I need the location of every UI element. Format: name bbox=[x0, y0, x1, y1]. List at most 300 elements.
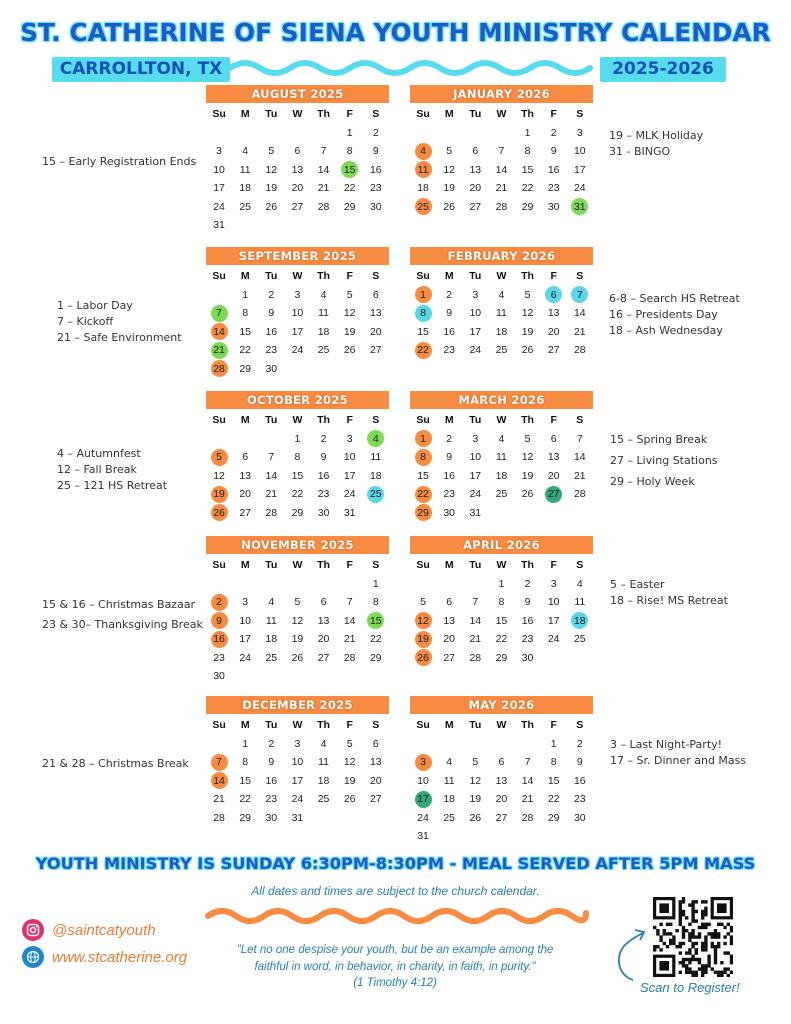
weekday-label: Th bbox=[521, 108, 534, 120]
day-cell bbox=[541, 809, 567, 828]
empty-cell bbox=[206, 124, 232, 143]
day-number: 3 bbox=[242, 596, 249, 608]
day-cell bbox=[206, 809, 232, 828]
day-cell bbox=[488, 179, 514, 198]
day-cell bbox=[436, 593, 462, 612]
day-number: 21 bbox=[495, 182, 508, 194]
day-number: 14 bbox=[495, 163, 508, 176]
weekday-label: Tu bbox=[469, 108, 482, 120]
registration-qr-code[interactable] bbox=[653, 897, 733, 977]
day-number: 14 bbox=[317, 163, 330, 176]
day-number: 2 bbox=[446, 288, 453, 301]
day-number: 15 bbox=[417, 469, 429, 482]
day-cell bbox=[515, 198, 541, 217]
day-cell bbox=[567, 467, 593, 486]
day-cell bbox=[232, 286, 258, 305]
day-cell bbox=[541, 142, 567, 161]
scan-to-register-label: Scan to Register! bbox=[640, 980, 740, 995]
day-number: 14 bbox=[573, 451, 586, 463]
day-cell bbox=[410, 198, 436, 217]
weekday-label: F bbox=[550, 108, 557, 120]
empty-cell bbox=[436, 124, 462, 143]
day-cell bbox=[541, 430, 567, 449]
day-number: 28 bbox=[317, 200, 330, 213]
day-number: 23 bbox=[573, 793, 586, 805]
day-cell bbox=[410, 323, 436, 342]
day-number: 26 bbox=[443, 200, 456, 213]
day-cell bbox=[284, 341, 310, 360]
day-cell bbox=[410, 142, 436, 161]
day-number: 6 bbox=[550, 432, 557, 445]
day-number: 5 bbox=[216, 451, 222, 463]
day-cell bbox=[232, 649, 258, 668]
day-cell bbox=[410, 179, 436, 198]
day-cell bbox=[363, 753, 389, 772]
empty-cell bbox=[337, 575, 363, 594]
day-cell bbox=[410, 448, 436, 467]
day-cell bbox=[567, 304, 593, 323]
day-cell bbox=[258, 735, 284, 754]
day-number: 20 bbox=[547, 469, 560, 482]
day-cell bbox=[311, 612, 337, 631]
day-number: 21 bbox=[317, 182, 330, 194]
month-september-2025 bbox=[206, 247, 389, 378]
day-cell bbox=[515, 753, 541, 772]
day-cell bbox=[541, 772, 567, 791]
day-number: 28 bbox=[521, 811, 534, 824]
day-number: 25 bbox=[317, 344, 330, 356]
event-item: 7 – Kickoff bbox=[57, 315, 114, 328]
day-cell bbox=[567, 753, 593, 772]
weekday-label: W bbox=[292, 719, 303, 731]
day-number: 9 bbox=[524, 596, 531, 608]
day-cell bbox=[337, 323, 363, 342]
empty-cell bbox=[258, 430, 284, 449]
day-number: 24 bbox=[417, 811, 429, 824]
day-cell bbox=[337, 467, 363, 486]
day-number: 3 bbox=[472, 432, 479, 445]
event-item: 15 – Early Registration Ends bbox=[42, 155, 197, 168]
day-cell bbox=[541, 467, 567, 486]
day-number: 10 bbox=[547, 596, 560, 608]
event-item: 1 – Labor Day bbox=[57, 299, 133, 312]
day-number: 17 bbox=[547, 614, 560, 627]
day-number: 3 bbox=[550, 577, 557, 590]
empty-cell bbox=[410, 735, 436, 754]
month-grid bbox=[410, 105, 593, 216]
day-number: 25 bbox=[239, 200, 252, 213]
day-cell bbox=[567, 630, 593, 649]
empty-cell bbox=[515, 735, 541, 754]
day-number: 21 bbox=[213, 793, 225, 805]
weekday-label: M bbox=[444, 270, 454, 282]
day-cell bbox=[258, 593, 284, 612]
day-cell bbox=[206, 790, 232, 809]
day-cell bbox=[436, 467, 462, 486]
day-number: 16 bbox=[573, 774, 586, 787]
weekday-label: F bbox=[550, 270, 557, 282]
day-cell bbox=[567, 809, 593, 828]
day-number: 9 bbox=[216, 614, 222, 627]
day-number: 10 bbox=[417, 774, 429, 787]
weekday-label: Tu bbox=[265, 108, 278, 120]
day-number: 14 bbox=[265, 469, 278, 482]
day-number: 27 bbox=[443, 651, 456, 664]
day-cell bbox=[232, 341, 258, 360]
weekday-label: W bbox=[496, 719, 507, 731]
day-number: 24 bbox=[291, 793, 304, 805]
day-cell bbox=[462, 467, 488, 486]
day-number: 5 bbox=[472, 756, 479, 768]
day-number: 24 bbox=[547, 633, 560, 645]
month-header: FEBRUARY 2026 bbox=[410, 247, 593, 265]
weekday-label: M bbox=[240, 414, 250, 426]
day-number: 16 bbox=[443, 325, 456, 338]
day-number: 2 bbox=[216, 596, 222, 608]
day-cell bbox=[567, 286, 593, 305]
day-number: 15 bbox=[343, 163, 356, 176]
day-cell bbox=[462, 630, 488, 649]
day-number: 13 bbox=[369, 756, 382, 768]
day-number: 7 bbox=[216, 756, 222, 768]
day-cell bbox=[515, 323, 541, 342]
day-number: 17 bbox=[469, 325, 482, 338]
quote-reference: (1 Timothy 4:12) bbox=[353, 977, 437, 989]
empty-cell bbox=[311, 124, 337, 143]
day-number: 5 bbox=[346, 288, 353, 301]
events-april bbox=[610, 577, 728, 609]
day-number: 27 bbox=[547, 488, 560, 500]
day-number: 19 bbox=[213, 488, 225, 500]
day-cell bbox=[258, 142, 284, 161]
day-number: 26 bbox=[265, 200, 278, 213]
day-cell bbox=[541, 198, 567, 217]
day-number: 1 bbox=[420, 432, 426, 445]
day-number: 22 bbox=[291, 488, 304, 500]
day-number: 1 bbox=[242, 737, 249, 750]
day-number: 23 bbox=[547, 182, 560, 194]
day-number: 23 bbox=[265, 793, 278, 805]
day-number: 21 bbox=[343, 633, 356, 645]
day-cell bbox=[337, 124, 363, 143]
day-cell bbox=[436, 323, 462, 342]
day-cell bbox=[410, 772, 436, 791]
day-cell bbox=[515, 593, 541, 612]
day-number: 4 bbox=[268, 596, 275, 608]
day-number: 24 bbox=[573, 182, 586, 194]
day-number: 3 bbox=[420, 756, 426, 768]
day-number: 25 bbox=[495, 344, 508, 356]
day-number: 12 bbox=[521, 307, 534, 319]
day-cell bbox=[232, 198, 258, 217]
weekday-label: S bbox=[576, 414, 584, 426]
weekday-label: Th bbox=[521, 719, 534, 731]
day-cell bbox=[462, 612, 488, 631]
website-link[interactable] bbox=[22, 945, 187, 969]
website-url: www.stcatherine.org bbox=[52, 948, 188, 966]
day-number: 25 bbox=[443, 811, 456, 824]
day-number: 24 bbox=[469, 344, 482, 356]
day-number: 21 bbox=[213, 344, 225, 356]
empty-cell bbox=[258, 124, 284, 143]
day-cell bbox=[515, 179, 541, 198]
day-cell bbox=[462, 809, 488, 828]
event-item: 18 – Ash Wednesday bbox=[609, 324, 723, 337]
day-cell bbox=[462, 448, 488, 467]
day-number: 4 bbox=[498, 288, 505, 301]
day-number: 17 bbox=[573, 163, 586, 176]
weekday-label: F bbox=[550, 414, 557, 426]
day-cell bbox=[462, 649, 488, 668]
day-cell bbox=[363, 630, 389, 649]
month-header: DECEMBER 2025 bbox=[206, 696, 389, 714]
event-item: 16 – Presidents Day bbox=[609, 308, 718, 321]
day-cell bbox=[567, 448, 593, 467]
weekday-label: M bbox=[240, 559, 250, 571]
day-number: 13 bbox=[291, 163, 304, 176]
day-number: 25 bbox=[265, 651, 278, 664]
day-number: 16 bbox=[443, 469, 456, 482]
day-cell bbox=[541, 286, 567, 305]
decorative-wave-top bbox=[230, 58, 600, 78]
subject-note: All dates and times are subject to the church calendar. bbox=[251, 884, 540, 898]
day-cell bbox=[311, 198, 337, 217]
day-cell bbox=[284, 430, 310, 449]
day-cell bbox=[363, 341, 389, 360]
day-cell bbox=[337, 790, 363, 809]
weekday-label: M bbox=[240, 719, 250, 731]
empty-cell bbox=[488, 735, 514, 754]
quote-line: faithful in word, in behavior, in charity, in faith, in purity." bbox=[254, 960, 536, 973]
event-item: 29 – Holy Week bbox=[610, 475, 695, 488]
day-cell bbox=[284, 772, 310, 791]
day-cell bbox=[488, 198, 514, 217]
day-number: 20 bbox=[547, 325, 560, 338]
day-number: 28 bbox=[469, 651, 482, 664]
day-number: 30 bbox=[443, 506, 456, 519]
day-number: 7 bbox=[498, 145, 505, 157]
day-cell bbox=[567, 735, 593, 754]
empty-cell bbox=[410, 124, 436, 143]
day-cell bbox=[515, 485, 541, 504]
event-item: 21 – Safe Environment bbox=[57, 331, 182, 344]
day-cell bbox=[462, 304, 488, 323]
day-cell bbox=[488, 304, 514, 323]
day-number: 28 bbox=[213, 811, 225, 824]
weekday-label: Th bbox=[317, 559, 330, 571]
day-number: 23 bbox=[317, 488, 330, 500]
day-number: 21 bbox=[573, 325, 586, 338]
day-number: 29 bbox=[291, 506, 304, 519]
weekday-label: Su bbox=[212, 108, 226, 120]
day-cell bbox=[436, 485, 462, 504]
day-cell bbox=[363, 323, 389, 342]
day-number: 9 bbox=[576, 756, 583, 768]
day-cell bbox=[206, 323, 232, 342]
day-cell bbox=[258, 360, 284, 379]
day-number: 18 bbox=[495, 469, 508, 482]
day-cell bbox=[436, 430, 462, 449]
weekday-label: Tu bbox=[469, 559, 482, 571]
day-number: 9 bbox=[372, 145, 379, 157]
day-number: 13 bbox=[239, 469, 252, 482]
day-number: 27 bbox=[369, 344, 382, 356]
month-grid bbox=[410, 411, 593, 522]
day-number: 22 bbox=[417, 488, 429, 500]
empty-cell bbox=[436, 735, 462, 754]
day-number: 26 bbox=[521, 344, 534, 356]
day-cell bbox=[436, 772, 462, 791]
weekday-label: Su bbox=[416, 108, 430, 120]
day-number: 31 bbox=[417, 830, 429, 842]
day-cell bbox=[232, 142, 258, 161]
weekday-label: Su bbox=[212, 559, 226, 571]
weekday-label: W bbox=[292, 108, 303, 120]
globe-icon bbox=[22, 946, 44, 968]
month-grid bbox=[410, 267, 593, 360]
day-number: 21 bbox=[521, 793, 534, 805]
instagram-link[interactable] bbox=[22, 918, 156, 942]
empty-cell bbox=[488, 124, 514, 143]
day-number: 26 bbox=[291, 651, 304, 664]
day-cell bbox=[258, 198, 284, 217]
weekday-label: Tu bbox=[265, 270, 278, 282]
day-cell bbox=[436, 612, 462, 631]
day-number: 13 bbox=[547, 451, 560, 463]
weekday-label: Su bbox=[212, 270, 226, 282]
weekday-label: Tu bbox=[265, 719, 278, 731]
day-number: 29 bbox=[521, 200, 534, 213]
day-number: 4 bbox=[420, 145, 426, 157]
day-cell bbox=[541, 304, 567, 323]
day-cell bbox=[363, 649, 389, 668]
day-cell bbox=[311, 649, 337, 668]
day-number: 14 bbox=[213, 325, 225, 338]
day-number: 10 bbox=[291, 307, 304, 319]
day-cell bbox=[232, 304, 258, 323]
day-number: 11 bbox=[417, 163, 429, 176]
day-number: 5 bbox=[294, 596, 301, 608]
day-cell bbox=[206, 216, 232, 235]
day-number: 8 bbox=[498, 596, 505, 608]
month-february-2026 bbox=[410, 247, 593, 360]
day-number: 11 bbox=[265, 614, 277, 627]
day-number: 1 bbox=[372, 577, 379, 590]
day-number: 13 bbox=[547, 307, 560, 319]
day-number: 18 bbox=[239, 182, 252, 194]
day-cell bbox=[541, 593, 567, 612]
day-number: 28 bbox=[265, 506, 278, 519]
day-cell bbox=[410, 649, 436, 668]
day-cell bbox=[311, 772, 337, 791]
day-number: 21 bbox=[573, 469, 586, 482]
day-cell bbox=[541, 323, 567, 342]
day-cell bbox=[488, 467, 514, 486]
weekday-label: F bbox=[346, 414, 353, 426]
day-cell bbox=[206, 649, 232, 668]
day-number: 10 bbox=[469, 451, 482, 463]
day-number: 26 bbox=[469, 811, 482, 824]
day-number: 15 bbox=[495, 614, 508, 627]
weekday-label: F bbox=[550, 559, 557, 571]
month-grid bbox=[206, 267, 389, 378]
empty-cell bbox=[462, 124, 488, 143]
day-number: 2 bbox=[320, 432, 327, 445]
day-number: 22 bbox=[239, 344, 252, 356]
day-cell bbox=[258, 448, 284, 467]
day-cell bbox=[206, 467, 232, 486]
weekday-label: M bbox=[444, 414, 454, 426]
day-cell bbox=[515, 467, 541, 486]
weekday-label: Th bbox=[317, 108, 330, 120]
day-number: 25 bbox=[369, 488, 382, 500]
day-cell bbox=[232, 448, 258, 467]
day-cell bbox=[284, 323, 310, 342]
day-cell bbox=[337, 198, 363, 217]
day-number: 7 bbox=[268, 451, 275, 463]
day-number: 8 bbox=[420, 451, 426, 463]
day-cell bbox=[363, 467, 389, 486]
day-number: 10 bbox=[573, 145, 586, 157]
day-number: 11 bbox=[495, 451, 507, 463]
day-cell bbox=[206, 198, 232, 217]
day-cell bbox=[488, 286, 514, 305]
empty-cell bbox=[462, 575, 488, 594]
day-cell bbox=[311, 630, 337, 649]
day-number: 7 bbox=[216, 307, 222, 319]
day-number: 18 bbox=[317, 774, 330, 787]
day-cell bbox=[410, 753, 436, 772]
day-cell bbox=[232, 735, 258, 754]
day-number: 12 bbox=[213, 469, 225, 482]
day-cell bbox=[206, 772, 232, 791]
day-cell bbox=[284, 790, 310, 809]
day-number: 28 bbox=[495, 200, 508, 213]
empty-cell bbox=[232, 575, 258, 594]
day-cell bbox=[258, 485, 284, 504]
month-august-2025 bbox=[206, 85, 389, 235]
day-number: 30 bbox=[369, 200, 382, 213]
day-cell bbox=[363, 142, 389, 161]
day-cell bbox=[232, 790, 258, 809]
day-cell bbox=[206, 360, 232, 379]
day-number: 23 bbox=[443, 488, 456, 500]
day-cell bbox=[515, 809, 541, 828]
weekday-label: Th bbox=[521, 414, 534, 426]
day-cell bbox=[232, 323, 258, 342]
day-number: 7 bbox=[576, 288, 583, 301]
day-number: 17 bbox=[291, 325, 304, 338]
day-number: 15 bbox=[291, 469, 304, 482]
day-cell bbox=[488, 448, 514, 467]
weekday-label: F bbox=[346, 719, 353, 731]
day-cell bbox=[515, 304, 541, 323]
day-number: 19 bbox=[443, 182, 456, 194]
day-number: 12 bbox=[343, 307, 356, 319]
day-cell bbox=[567, 485, 593, 504]
event-item: 15 – Spring Break bbox=[610, 433, 708, 446]
day-number: 1 bbox=[550, 737, 557, 750]
day-number: 31 bbox=[469, 506, 482, 519]
day-number: 3 bbox=[346, 432, 353, 445]
day-cell bbox=[410, 430, 436, 449]
day-cell bbox=[462, 753, 488, 772]
day-number: 15 bbox=[521, 163, 534, 176]
event-item: 18 – Rise! MS Retreat bbox=[610, 594, 728, 607]
day-cell bbox=[488, 593, 514, 612]
day-cell bbox=[232, 630, 258, 649]
day-number: 9 bbox=[446, 307, 453, 319]
